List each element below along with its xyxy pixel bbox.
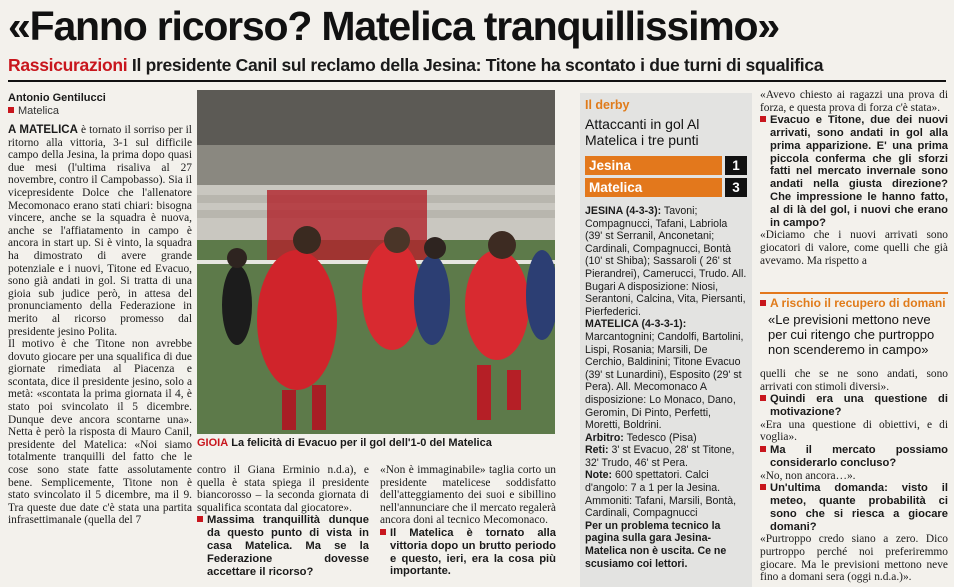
headline: «Fanno ricorso? Matelica tranquillissimo» <box>8 3 780 49</box>
bullet-square-icon <box>8 107 14 113</box>
interview-question-text: Quindi era una questione di motivazione? <box>770 393 948 418</box>
bullet-square-icon <box>197 516 203 522</box>
notes: 600 spettatori. Calci d'angolo: 7 a 1 per la Jesina. Ammoniti: Tafani, Marsili, Bontà, Cardinali, Compagnucci <box>585 469 737 520</box>
interview-answer: «Purtroppo credo siano a zero. Dico purtroppo perché noi preferiremmo giocare. Ma le previsioni mettono neve fino a domani sera (oggi n.d.a.)». <box>760 533 948 584</box>
article-col2-text: contro il Giana Erminio n.d.a), e quella è stata spiega il presidente biancorosso – la seconda giornata di squalifica scontata dal giocatore». <box>197 464 369 514</box>
bullet-square-icon <box>760 116 766 122</box>
matelica-lineup: Marcantognini; Candolfi, Bartolini, Lispi, Rosania; Marsili, De Cerchio, Baldinini; Titone Evacuo (39' st Lunardini), Esposito (29' st Pera). All. Mecomonaco A disposizione: Lo Monaco, Dano, Geromin, Di Pinto, Perfetti, Moretti, Boldrini. <box>585 330 744 432</box>
interview-answer: «No, non ancora…». <box>760 469 856 482</box>
byline-author: Antonio Gentilucci <box>8 92 106 104</box>
jesina-lineup-label: JESINA (4-3-3): <box>585 205 662 217</box>
box-footer: Per un problema tecnico la pagina sulla gara Jesina-Matelica non è uscita. Ce ne scusiamo coi lettori. <box>585 519 727 570</box>
interview-question <box>760 444 948 470</box>
bullet-square-icon <box>760 484 766 490</box>
score-row <box>585 178 747 197</box>
pullquote-rule <box>760 292 948 294</box>
pullquote-kicker-text: A rischio il recupero di domani <box>770 296 946 310</box>
interview-question-text: Un'ultima domanda: visto il meteo, quante probabilità ci sono che si riesca a giocare domani? <box>770 482 948 533</box>
matelica-lineup-label: MATELICA (4-3-3-1): <box>585 318 687 331</box>
pullquote: «Le previsioni mettono neve per cui ritengo che purtroppo non scenderemo in campo» <box>768 312 935 357</box>
interview-question-text: Evacuo e Titone, due dei nuovi arrivati, sono andati in gol alla prima apparizione. E' una prima piccola conferma che gli sforzi fatti nel mercato invernale sono andati nella giusta direzione? Che impressione le hanno fatto, al di là del gol, i nuovi che erano in campo? <box>770 114 948 229</box>
score-team: Jesina <box>585 156 722 175</box>
score-goals: 1 <box>725 156 747 175</box>
interview-question <box>760 393 948 419</box>
bullet-square-icon <box>760 446 766 452</box>
article-leadin: A MATELICA <box>8 124 78 136</box>
interview-answer: «Avevo chiesto ai ragazzi una prova di forza, e questa prova di forza c'è stata». <box>760 89 948 114</box>
interview-column-bottom <box>760 368 948 584</box>
goals: 3' st Evacuo, 28' st Titone, 32' Trudo, 46' st Pera. <box>585 444 735 469</box>
match-box <box>580 93 752 587</box>
bullet-square-icon <box>380 529 386 535</box>
subheadline <box>8 52 948 78</box>
article-col1-text: è tornato il sorriso per il ritorno alla vittoria, 3-1 sul difficile campo della Jesina, la prima dopo quasi due mesi (l'ultima risaliva al 27 novembre, contro il Campobasso). Sia il vicepresidente Dolce che l'allenatore Mecomonaco erano stati chiari: bisogna vincere, anche se la squadra è nuova, anche se l'affiatamento in campo è ancora in start up. Si è vinto, la squadra ha dimostrato di avere grande potenziale e i nuovi, Titone ed Evacuo, sono già andati in gol. Si tratta di una gioia sub judice però, in attesa del pronunciamento della Federazione in merito al ricorso promesso dal presidente jesino Polita. <box>8 124 192 338</box>
score-row <box>585 156 747 175</box>
caption-text: La felicità di Evacuo per il gol dell'1-0 del Matelica <box>231 437 492 449</box>
pullquote-kicker <box>760 296 948 310</box>
article-column-3 <box>380 464 556 584</box>
article-col2-question-text: Massima tranquillità dunque da questo punto di vista in casa Matelica. Ma se la Federazione dovesse accettare il ricorso? <box>207 514 369 578</box>
jesina-lineup: Tavoni; Compagnucci, Tafani, Labriola (39' st Serranil, Anconetani; Cardinali, Compagnucci, Bontà (10' st Shiba); Sassaroli ( 26' st Pierandrei), Camerucci, Trudo. All. Bugari A disposizione: Niosi, Serantoni, Calcina, Vita, Piersanti, Pierfederici. <box>585 205 747 318</box>
headline-rule <box>8 80 946 82</box>
football-celebration-image <box>197 90 555 434</box>
article-col3-question-text: Il Matelica è tornato alla vittoria dopo un brutto periodo e questo, ieri, era la cosa più importante. <box>390 526 556 578</box>
interview-question <box>760 114 948 229</box>
byline-location-text: Matelica <box>18 105 59 117</box>
interview-question <box>760 482 948 533</box>
box-kicker: Il derby <box>585 98 630 112</box>
article-col1-p2: Il motivo è che Titone non avrebbe dovuto giocare per una squalifica di due giornate rimediata al Piacenza e scontata, dice il presidente jesino, solo a metà: «scontata la prima giornata il 4, è stato poi svincolato il 5 dicembre. Dunque deve ancora scontarne una». Netta è però la risposta di Mauro Canil, presidente del Matelica: «Noi siamo totalmente tranquilli del fatto che le cose sono state fatte assolutamente bene. Semplicemente, Titone non è stato svincolato il 5 dicembre, ma il 9. Tra queste due date c'è stata una partita infrasettimanale (quella del 7 <box>8 338 192 527</box>
bullet-square-icon <box>760 300 766 306</box>
notes-label: Note: <box>585 469 613 482</box>
article-column-1 <box>8 124 192 584</box>
score-goals: 3 <box>725 178 747 197</box>
subhead-text: Il presidente Canil sul reclamo della Jesina: Titone ha scontato i due turni di squalifica <box>131 55 824 75</box>
lineups <box>585 205 747 570</box>
photo-caption <box>197 436 555 456</box>
caption-kicker: GIOIA <box>197 437 229 449</box>
byline <box>8 92 190 118</box>
match-photo <box>197 90 555 434</box>
score-team: Matelica <box>585 178 722 197</box>
interview-question-text: Ma il mercato possiamo considerarlo concluso? <box>770 443 948 469</box>
article-col3-question <box>380 527 556 578</box>
bullet-square-icon <box>760 395 766 401</box>
interview-answer: «Era una questione di obiettivi, e di voglia». <box>760 418 948 444</box>
interview-answer: quelli che se ne sono andati, sono arrivati con stimoli diversi». <box>760 368 948 393</box>
box-title: Attaccanti in gol Al Matelica i tre punti <box>585 116 700 148</box>
interview-answer: «Diciamo che i nuovi arrivati sono giocatori di valore, come quelli che già avevamo. Ma rispetto a <box>760 229 948 267</box>
article-column-2 <box>197 464 369 584</box>
goals-label: Reti: <box>585 444 609 457</box>
referee: Tedesco (Pisa) <box>626 431 697 444</box>
interview-column-top <box>760 89 948 289</box>
article-col2-question <box>197 514 369 578</box>
referee-label: Arbitro: <box>585 431 624 444</box>
byline-location <box>8 105 190 118</box>
subhead-kicker: Rassicurazioni <box>8 55 128 75</box>
article-col3-text: «Non è immaginabile» taglia corto un presidente matelicese soddisfatto dell'atteggiamento dei suoi e sibillino nell'annunciare che il mercato regalerà ancora doni al tecnico Mecomonaco. <box>380 464 556 527</box>
